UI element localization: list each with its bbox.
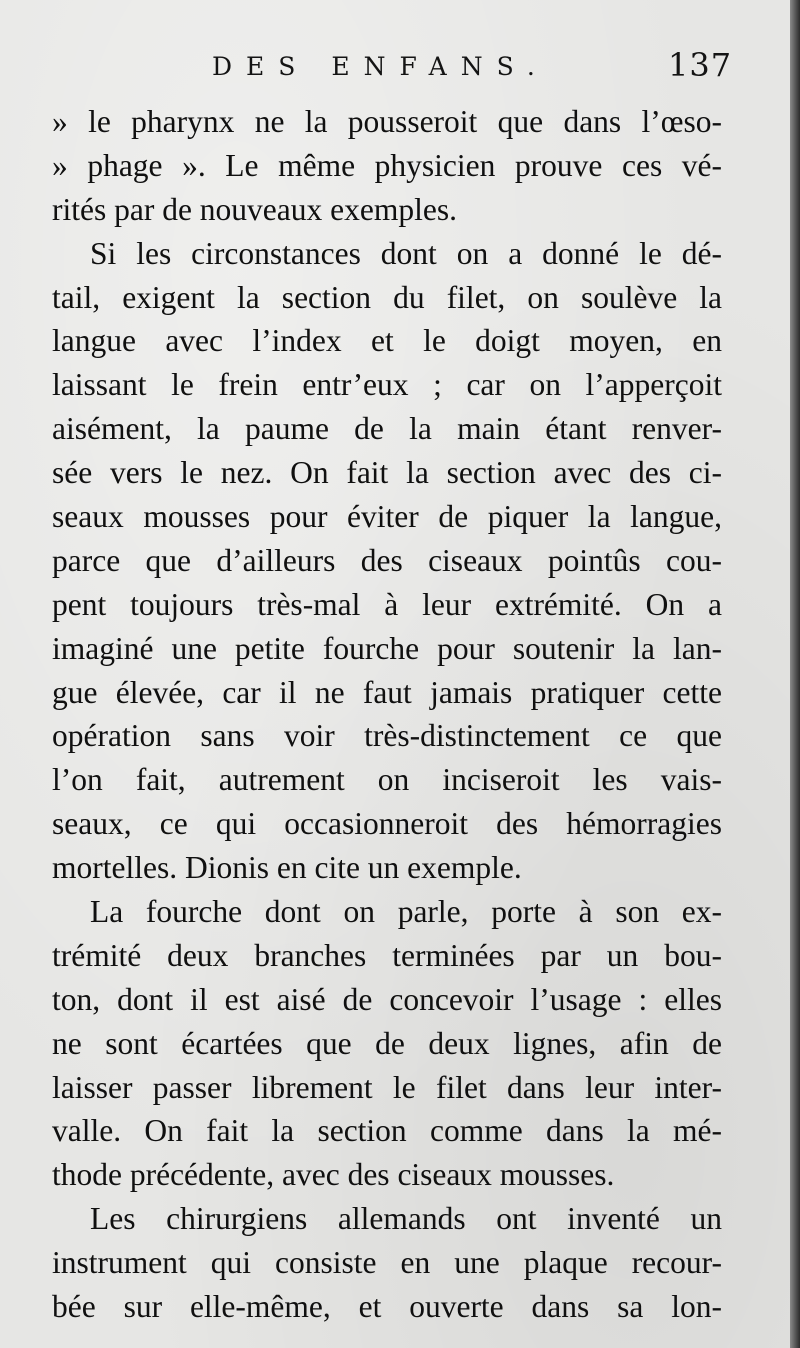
text-line: parce que d’ailleurs des ciseaux pointûs cou- — [52, 542, 722, 578]
text-line: pent toujours très-mal à leur extrémité. On a — [52, 586, 722, 622]
text-line: ne sont écartées que de deux lignes, afin de — [52, 1025, 722, 1061]
text-line: » le pharynx ne la pousseroit que dans l’œso- — [52, 104, 722, 139]
text-line: opération sans voir très-distinctement ce que — [52, 718, 722, 754]
text-line: seaux, ce qui occasionneroit des hémorragies — [52, 806, 722, 842]
text-line: tail, exigent la section du filet, on soulève la — [52, 279, 722, 315]
text-line: thode précédente, avec des ciseaux mousses. — [52, 1157, 615, 1193]
text-line: instrument qui consiste en une plaque recour- — [52, 1245, 722, 1281]
text-line: laissant le frein entr’eux ; car on l’apperçoit — [52, 367, 722, 403]
text-line: mortelles. Dionis en cite un exemple. — [52, 850, 522, 886]
text-line: bée sur elle-même, et ouverte dans sa lon- — [52, 1289, 722, 1325]
page-number: 137 — [668, 46, 733, 84]
text-line: valle. On fait la section comme dans la mé- — [52, 1113, 722, 1149]
running-title: DES ENFANS. — [212, 52, 549, 81]
body-text — [52, 100, 722, 1329]
text-line: ton, dont il est aisé de concevoir l’usage : elles — [52, 981, 722, 1017]
text-line: imaginé une petite fourche pour soutenir la lan- — [52, 630, 722, 666]
text-line: l’on fait, autrement on inciseroit les vais- — [52, 762, 722, 798]
paragraph-first-line: La fourche dont on parle, porte à son ex- — [90, 894, 722, 930]
text-line: gue élevée, car il ne faut jamais pratiquer cette — [52, 674, 722, 710]
text-line: » phage ». Le même physicien prouve ces vé- — [52, 147, 722, 183]
text-line: laisser passer librement le filet dans leur inter- — [52, 1069, 722, 1105]
page-edge-shadow — [790, 0, 800, 1348]
text-line: langue avec l’index et le doigt moyen, en — [52, 323, 722, 359]
paragraph-first-line: Si les circonstances dont on a donné le dé- — [90, 235, 722, 271]
text-line: trémité deux branches terminées par un bou- — [52, 937, 722, 973]
text-line: rités par de nouveaux exemples. — [52, 191, 457, 227]
text-line: aisément, la paume de la main étant renver- — [52, 411, 722, 447]
paragraph-first-line: Les chirurgiens allemands ont inventé un — [90, 1201, 722, 1237]
text-line: seaux mousses pour éviter de piquer la langue, — [52, 499, 722, 535]
text-line: sée vers le nez. On fait la section avec des ci- — [52, 455, 722, 491]
page-header — [0, 44, 790, 94]
